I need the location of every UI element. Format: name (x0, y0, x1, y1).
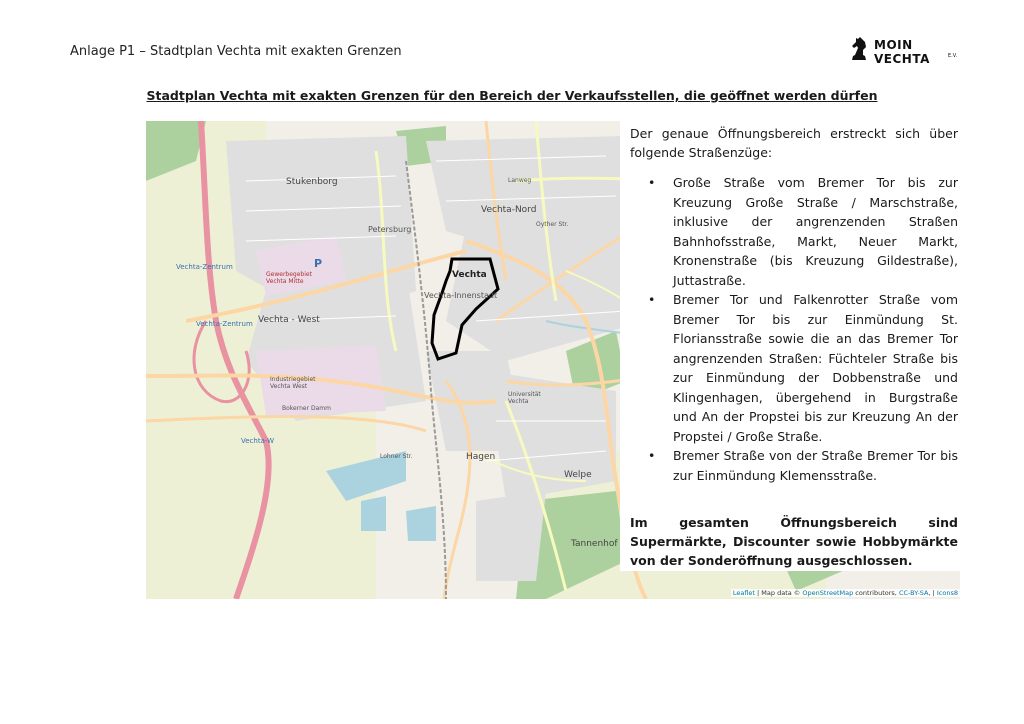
map-label-vechta-zentrum: Vechta-Zentrum (176, 263, 233, 271)
map-label-vechta-nord: Vechta-Nord (481, 205, 537, 215)
bullet-icon: • (648, 292, 656, 307)
attribution-text: | Map data © (754, 589, 803, 597)
map-label-industriegebiet: Industriegebiet Vechta West (270, 376, 316, 390)
logo-subtext: E.V. (948, 53, 958, 59)
map-label-vechta-zentrum-2: Vechta-Zentrum (196, 320, 253, 328)
closing-note: Im gesamten Öffnungsbereich sind Supermärkte, Discounter sowie Hobbymärkte von der Sonderöffnung ausgeschlossen. (630, 515, 958, 568)
map-label-hagen: Hagen (466, 452, 496, 462)
attribution-sep: , | (928, 589, 937, 597)
map-label-vechta-w: Vechta-W (241, 437, 275, 445)
map-label-universitaet: Universität Vechta (508, 391, 541, 405)
document-header-title: Anlage P1 – Stadtplan Vechta mit exakten Grenzen (70, 44, 402, 59)
logo-text: MOIN VECHTA (874, 38, 930, 66)
map-label-vechta-west: Vechta - West (258, 315, 320, 325)
knight-chess-icon (848, 34, 870, 62)
bullet-icon: • (648, 448, 656, 463)
map-label-bokerner-damm: Bokerner Damm (282, 405, 331, 412)
map-label-welpe: Welpe (564, 470, 592, 480)
map-label-petersburg: Petersburg (368, 225, 412, 234)
map-label-vechta: Vechta (452, 270, 487, 280)
list-item (630, 446, 958, 485)
map-label-tannenhof: Tannenhof (571, 539, 618, 549)
leaflet-link[interactable]: Leaflet (732, 589, 755, 597)
attribution-contrib: contributors, (853, 589, 899, 597)
bullet-icon: • (648, 175, 656, 190)
parking-icon: P (314, 257, 323, 270)
moin-vechta-logo (848, 34, 968, 66)
list-item (630, 290, 958, 446)
intro-text: Der genaue Öffnungsbereich erstreckt sich über folgende Straßenzüge: (630, 126, 958, 160)
map-label-gewerbegebiet: Gewerbegebiet Vechta Mitte (266, 271, 312, 285)
street-list (630, 173, 958, 485)
map-label-lohner-str: Lohner Str. (380, 453, 413, 460)
map-label-innenstadt: Vechta-Innenstadt (424, 291, 498, 300)
list-item-text: Bremer Tor und Falkenrotter Straße vom Bremer Tor bis zur Einmündung St. Floriansstraße sowie die an das Bremer Tor angrenzenden Straßen: Füchteler Straße bis zur Einmündung der Dobbenstraße und Klingenhagen, übergehend in Burgstraße und An der Propstei bis zur Kreuzung An der Propstei / Große Straße. (673, 292, 958, 444)
osm-link[interactable]: OpenStreetMap (802, 589, 854, 597)
document-title: Stadtplan Vechta mit exakten Grenzen für den Bereich der Verkaufsstellen, die geöffnet werden dürfen (146, 88, 878, 103)
map-label-lanweg: Lanweg (508, 177, 532, 184)
license-link[interactable]: CC-BY-SA (898, 589, 929, 597)
map-label-oyther-str: Oyther Str. (536, 221, 569, 228)
list-item-text: Große Straße vom Bremer Tor bis zur Kreuzung Große Straße / Marschstraße, inklusive der angrenzenden Straßen Bahnhofsstraße, Markt, Neuer Markt, Kronenstraße (bis Kreuzung Gildestraße), Juttastraße. (673, 175, 958, 288)
map-label-stukenborg: Stukenborg (286, 177, 338, 187)
list-item-text: Bremer Straße von der Straße Bremer Tor bis zur Einmündung Klemensstraße. (673, 448, 958, 483)
list-item (630, 173, 958, 290)
map-attribution (731, 589, 960, 597)
icons8-link[interactable]: Icons8 (936, 589, 958, 597)
